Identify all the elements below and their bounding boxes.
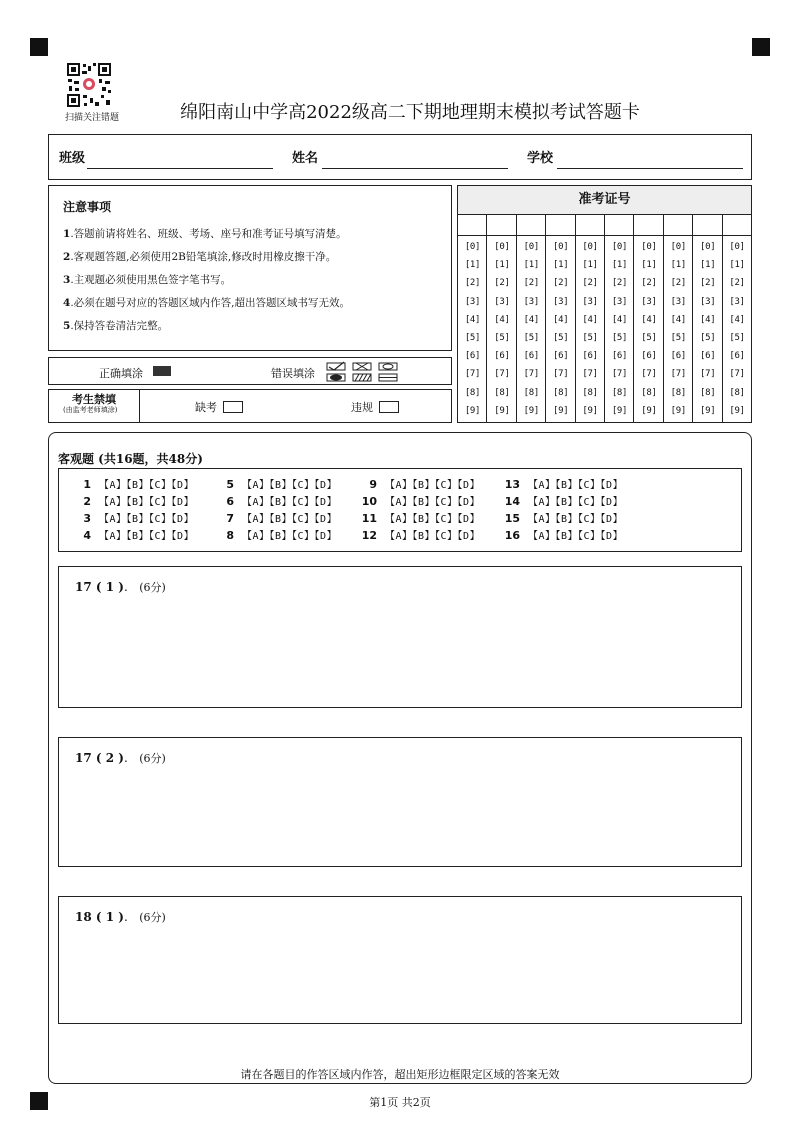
ticket-digit-bubble[interactable]: [2] [611, 278, 628, 289]
absent-header [49, 390, 140, 422]
ticket-digit-bubble[interactable]: [3] [641, 296, 657, 307]
answer-options[interactable]: 【A】【B】【C】【D】 [528, 480, 624, 491]
ticket-digit-bubble[interactable]: [0] [494, 242, 510, 252]
objective-box [58, 468, 742, 552]
objective-question-1[interactable] [67, 476, 194, 491]
objective-question-8[interactable] [210, 527, 337, 542]
objective-question-7[interactable] [210, 510, 337, 525]
absent-box [48, 389, 452, 423]
objective-question-10[interactable] [353, 493, 480, 508]
registration-mark-top-right [752, 38, 770, 56]
question-number: 8 [226, 529, 234, 542]
violation-checkbox[interactable] [379, 401, 399, 413]
ticket-digit-bubble[interactable]: [0] [523, 242, 539, 252]
instruction-item: 2.客观题答题,必须使用2B铅笔填涂,修改时用橡皮擦干净。 [63, 251, 337, 263]
ticket-number-grid [457, 185, 752, 423]
ticket-digit-bubble[interactable]: [5] [611, 333, 628, 343]
school-field[interactable] [557, 168, 743, 169]
answer-box-18-1[interactable] [58, 896, 742, 1024]
ticket-digit-bubble[interactable]: [2] [729, 278, 745, 289]
ticket-digit-bubble[interactable]: [7] [729, 369, 745, 380]
ticket-digit-bubble[interactable]: [3] [729, 296, 745, 307]
question-number: 3 [83, 512, 91, 525]
objective-question-11[interactable] [353, 510, 480, 525]
ticket-digit-bubble[interactable]: [3] [582, 296, 598, 307]
instruction-item: 4.必须在题号对应的答题区域内作答,超出答题区域书写无效。 [63, 297, 350, 309]
ticket-digit-write-cell[interactable] [664, 214, 692, 236]
ticket-digit-bubble[interactable]: [5] [523, 333, 539, 343]
ticket-digit-write-cell[interactable] [546, 214, 574, 236]
ticket-digit-bubble[interactable]: [9] [700, 405, 716, 416]
ticket-digit-bubble[interactable]: [4] [523, 314, 539, 325]
ticket-column [517, 214, 546, 422]
ticket-digit-bubble[interactable]: [3] [700, 296, 716, 307]
class-field[interactable] [87, 168, 273, 169]
question-heading: 17 ( 2 ). (6分) [75, 751, 166, 765]
ticket-digit-write-cell[interactable] [723, 214, 752, 236]
ticket-digit-bubble[interactable]: [1] [464, 260, 481, 271]
ticket-column [458, 214, 487, 422]
school-label: 学校 [527, 151, 554, 166]
instructions-title: 注意事项 [63, 200, 112, 214]
fill-example-box [48, 357, 452, 385]
page-title: 绵阳南山中学高2022级高二下期地理期末模拟考试答题卡 [180, 102, 640, 123]
ticket-digit-bubble[interactable]: [8] [523, 387, 539, 398]
ticket-digit-bubble[interactable]: [7] [582, 369, 598, 380]
ticket-digit-bubble[interactable]: [4] [464, 314, 481, 325]
ticket-digit-bubble[interactable]: [1] [729, 260, 745, 271]
answer-options[interactable]: 【A】【B】【C】【D】 [385, 514, 481, 525]
ticket-digit-bubble[interactable]: [2] [670, 278, 686, 289]
ticket-digit-bubble[interactable]: [6] [611, 351, 628, 362]
ticket-digit-bubble[interactable]: [6] [700, 351, 716, 362]
ticket-digit-bubble[interactable]: [9] [729, 405, 745, 416]
answer-box-17-1[interactable] [58, 566, 742, 708]
ticket-digit-bubble[interactable]: [0] [553, 242, 569, 252]
ticket-digit-bubble[interactable]: [8] [464, 387, 481, 398]
question-number: 10 [361, 495, 377, 508]
ticket-digit-bubble[interactable]: [2] [523, 278, 539, 289]
ticket-digit-bubble[interactable]: [7] [553, 369, 569, 380]
instruction-item: 5.保持答卷清洁完整。 [63, 320, 169, 332]
answer-options[interactable]: 【A】【B】【C】【D】 [528, 497, 624, 508]
ticket-digit-bubble[interactable]: [2] [553, 278, 569, 289]
ticket-digit-bubble[interactable]: [4] [611, 314, 628, 325]
ticket-digit-bubble[interactable]: [5] [641, 333, 657, 343]
question-number: 9 [369, 478, 377, 491]
answer-options[interactable]: 【A】【B】【C】【D】 [242, 480, 338, 491]
ticket-digit-bubble[interactable]: [8] [670, 387, 686, 398]
objective-question-12[interactable] [353, 527, 480, 542]
ticket-digit-bubble[interactable]: [3] [670, 296, 686, 307]
ticket-digit-write-cell[interactable] [458, 214, 486, 236]
answer-options[interactable]: 【A】【B】【C】【D】 [242, 531, 338, 542]
ticket-digit-bubble[interactable]: [7] [523, 369, 539, 380]
objective-title: 客观题 (共16题，共48分) [58, 452, 203, 466]
ticket-digit-bubble[interactable]: [9] [464, 405, 481, 416]
question-heading: 17 ( 1 ). (6分) [75, 580, 166, 594]
ticket-digit-bubble[interactable]: [9] [641, 405, 657, 416]
ticket-digit-bubble[interactable]: [4] [582, 314, 598, 325]
ticket-digit-bubble[interactable]: [2] [494, 278, 510, 289]
ticket-column [664, 214, 693, 422]
instruction-item: 1.答题前请将姓名、班级、考场、座号和准考证号填写清楚。 [63, 228, 347, 240]
answer-options[interactable]: 【A】【B】【C】【D】 [528, 531, 624, 542]
ticket-digit-bubble[interactable]: [8] [494, 387, 510, 398]
name-label: 姓名 [292, 151, 319, 166]
ticket-digit-bubble[interactable]: [6] [523, 351, 539, 362]
answer-options[interactable]: 【A】【B】【C】【D】 [528, 514, 624, 525]
correct-fill-label: 正确填涂 [99, 367, 143, 380]
ticket-digit-bubble[interactable]: [3] [611, 296, 628, 307]
objective-question-14[interactable] [496, 493, 623, 508]
wrong-fill-examples-icon [325, 361, 403, 383]
name-field[interactable] [322, 168, 508, 169]
ticket-digit-bubble[interactable]: [0] [700, 242, 716, 252]
ticket-digit-bubble[interactable]: [1] [494, 260, 510, 271]
question-number: 5 [226, 478, 234, 491]
ticket-digit-write-cell[interactable] [487, 214, 515, 236]
page-number: 第1页 共2页 [369, 1096, 431, 1109]
ticket-digit-bubble[interactable]: [5] [494, 333, 510, 343]
ticket-column [546, 214, 575, 422]
question-number: 2 [83, 495, 91, 508]
ticket-digit-bubble[interactable]: [0] [611, 242, 628, 252]
ticket-digit-bubble[interactable]: [8] [611, 387, 628, 398]
ticket-digit-bubble[interactable]: [4] [553, 314, 569, 325]
ticket-digit-bubble[interactable]: [9] [582, 405, 598, 416]
ticket-column [576, 214, 605, 422]
ticket-digit-bubble[interactable]: [1] [641, 260, 657, 271]
objective-question-4[interactable] [67, 527, 194, 542]
answer-options[interactable]: 【A】【B】【C】【D】 [99, 531, 195, 542]
objective-question-6[interactable] [210, 493, 337, 508]
ticket-digit-bubble[interactable]: [5] [700, 333, 716, 343]
ticket-digit-bubble[interactable]: [7] [464, 369, 481, 380]
answer-box-17-2[interactable] [58, 737, 742, 867]
ticket-digit-bubble[interactable]: [7] [700, 369, 716, 380]
ticket-digit-bubble[interactable]: [7] [494, 369, 510, 380]
question-number: 13 [504, 478, 520, 491]
ticket-digit-bubble[interactable]: [1] [670, 260, 686, 271]
ticket-column [605, 214, 634, 422]
class-label: 班级 [59, 151, 86, 166]
ticket-column [634, 214, 663, 422]
ticket-digit-write-cell[interactable] [605, 214, 633, 236]
ticket-digit-bubble[interactable]: [3] [523, 296, 539, 307]
violation-label: 违规 [351, 401, 373, 414]
student-info-box [48, 134, 752, 180]
ticket-digit-bubble[interactable]: [9] [553, 405, 569, 416]
absent-label: 缺考 [195, 401, 217, 414]
ticket-digit-bubble[interactable]: [5] [670, 333, 686, 343]
ticket-digit-bubble[interactable]: [3] [553, 296, 569, 307]
ticket-digit-bubble[interactable]: [5] [729, 333, 745, 343]
ticket-digit-bubble[interactable]: [5] [553, 333, 569, 343]
answer-options[interactable]: 【A】【B】【C】【D】 [99, 480, 195, 491]
answer-options[interactable]: 【A】【B】【C】【D】 [242, 514, 338, 525]
question-number: 15 [504, 512, 520, 525]
ticket-digit-bubble[interactable]: [8] [700, 387, 716, 398]
ticket-digit-bubble[interactable]: [7] [641, 369, 657, 380]
ticket-digit-bubble[interactable]: [4] [670, 314, 686, 325]
objective-question-3[interactable] [67, 510, 194, 525]
ticket-digit-bubble[interactable]: [8] [582, 387, 598, 398]
question-number: 14 [504, 495, 520, 508]
objective-question-15[interactable] [496, 510, 623, 525]
objective-question-9[interactable] [353, 476, 480, 491]
instruction-item: 3.主观题必须使用黑色签字笔书写。 [63, 274, 232, 286]
qr-code-icon [66, 62, 112, 108]
ticket-digit-bubble[interactable]: [6] [641, 351, 657, 362]
instructions-box [48, 185, 452, 351]
ticket-digit-write-cell[interactable] [517, 214, 545, 236]
ticket-digit-bubble[interactable]: [6] [582, 351, 598, 362]
ticket-digit-bubble[interactable]: [6] [729, 351, 745, 362]
absent-checkbox[interactable] [223, 401, 243, 413]
ticket-digit-bubble[interactable]: [2] [582, 278, 598, 289]
ticket-digit-bubble[interactable]: [5] [464, 333, 481, 343]
ticket-digit-bubble[interactable]: [0] [464, 242, 481, 252]
ticket-digit-bubble[interactable]: [0] [670, 242, 686, 252]
ticket-digit-bubble[interactable]: [4] [700, 314, 716, 325]
ticket-column [487, 214, 516, 422]
ticket-digit-write-cell[interactable] [634, 214, 662, 236]
answer-options[interactable]: 【A】【B】【C】【D】 [385, 480, 481, 491]
ticket-digit-bubble[interactable]: [6] [494, 351, 510, 362]
question-number: 6 [226, 495, 234, 508]
ticket-digit-bubble[interactable]: [9] [611, 405, 628, 416]
answer-options[interactable]: 【A】【B】【C】【D】 [242, 497, 338, 508]
ticket-digit-write-cell[interactable] [693, 214, 721, 236]
qr-caption: 扫描关注错题 [64, 113, 119, 123]
ticket-digit-bubble[interactable]: [8] [729, 387, 745, 398]
footer-note: 请在各题目的作答区域内作答，超出矩形边框限定区域的答案无效 [240, 1068, 560, 1081]
absent-title: 考生禁填 [72, 393, 116, 406]
registration-mark-top-left [30, 38, 48, 56]
ticket-digit-bubble[interactable]: [4] [729, 314, 745, 325]
ticket-digit-bubble[interactable]: [8] [553, 387, 569, 398]
ticket-digit-bubble[interactable]: [1] [523, 260, 539, 271]
ticket-digit-bubble[interactable]: [9] [670, 405, 686, 416]
ticket-digit-bubble[interactable]: [6] [553, 351, 569, 362]
ticket-digit-bubble[interactable]: [5] [582, 333, 598, 343]
ticket-digit-bubble[interactable]: [6] [464, 351, 481, 362]
ticket-digit-bubble[interactable]: [4] [641, 314, 657, 325]
question-number: 1 [83, 478, 91, 491]
objective-question-2[interactable] [67, 493, 194, 508]
ticket-digit-bubble[interactable]: [3] [494, 296, 510, 307]
ticket-digit-bubble[interactable]: [6] [670, 351, 686, 362]
ticket-digit-bubble[interactable]: [2] [700, 278, 716, 289]
ticket-column [693, 214, 722, 422]
question-number: 7 [226, 512, 234, 525]
ticket-digit-bubble[interactable]: [2] [464, 278, 481, 289]
absent-subtitle: (由监考老师填涂) [63, 406, 118, 414]
ticket-digit-bubble[interactable]: [0] [582, 242, 598, 252]
correct-fill-swatch [153, 366, 171, 376]
wrong-fill-label: 错误填涂 [271, 367, 315, 380]
objective-question-16[interactable] [496, 527, 623, 542]
ticket-digit-bubble[interactable]: [9] [523, 405, 539, 416]
ticket-digit-bubble[interactable]: [1] [611, 260, 628, 271]
ticket-digit-bubble[interactable]: [3] [464, 296, 481, 307]
question-number: 4 [83, 529, 91, 542]
answer-options[interactable]: 【A】【B】【C】【D】 [99, 514, 195, 525]
ticket-column [723, 214, 752, 422]
ticket-digit-bubble[interactable]: [4] [494, 314, 510, 325]
ticket-digit-bubble[interactable]: [0] [641, 242, 657, 252]
question-number: 16 [504, 529, 520, 542]
ticket-digit-bubble[interactable]: [7] [611, 369, 628, 380]
objective-question-5[interactable] [210, 476, 337, 491]
ticket-digit-bubble[interactable]: [7] [670, 369, 686, 380]
objective-question-13[interactable] [496, 476, 623, 491]
answer-options[interactable]: 【A】【B】【C】【D】 [385, 531, 481, 542]
ticket-digit-bubble[interactable]: [9] [494, 405, 510, 416]
question-number: 12 [361, 529, 377, 542]
ticket-digit-write-cell[interactable] [576, 214, 604, 236]
question-heading: 18 ( 1 ). (6分) [75, 910, 166, 924]
ticket-digit-bubble[interactable]: [1] [582, 260, 598, 271]
ticket-digit-bubble[interactable]: [8] [641, 387, 657, 398]
answer-options[interactable]: 【A】【B】【C】【D】 [385, 497, 481, 508]
answer-options[interactable]: 【A】【B】【C】【D】 [99, 497, 195, 508]
question-number: 11 [361, 512, 377, 525]
ticket-digit-bubble[interactable]: [1] [700, 260, 716, 271]
ticket-digit-bubble[interactable]: [1] [553, 260, 569, 271]
ticket-title: 准考证号 [458, 186, 751, 215]
ticket-digit-bubble[interactable]: [2] [641, 278, 657, 289]
ticket-digit-bubble[interactable]: [0] [729, 242, 745, 252]
